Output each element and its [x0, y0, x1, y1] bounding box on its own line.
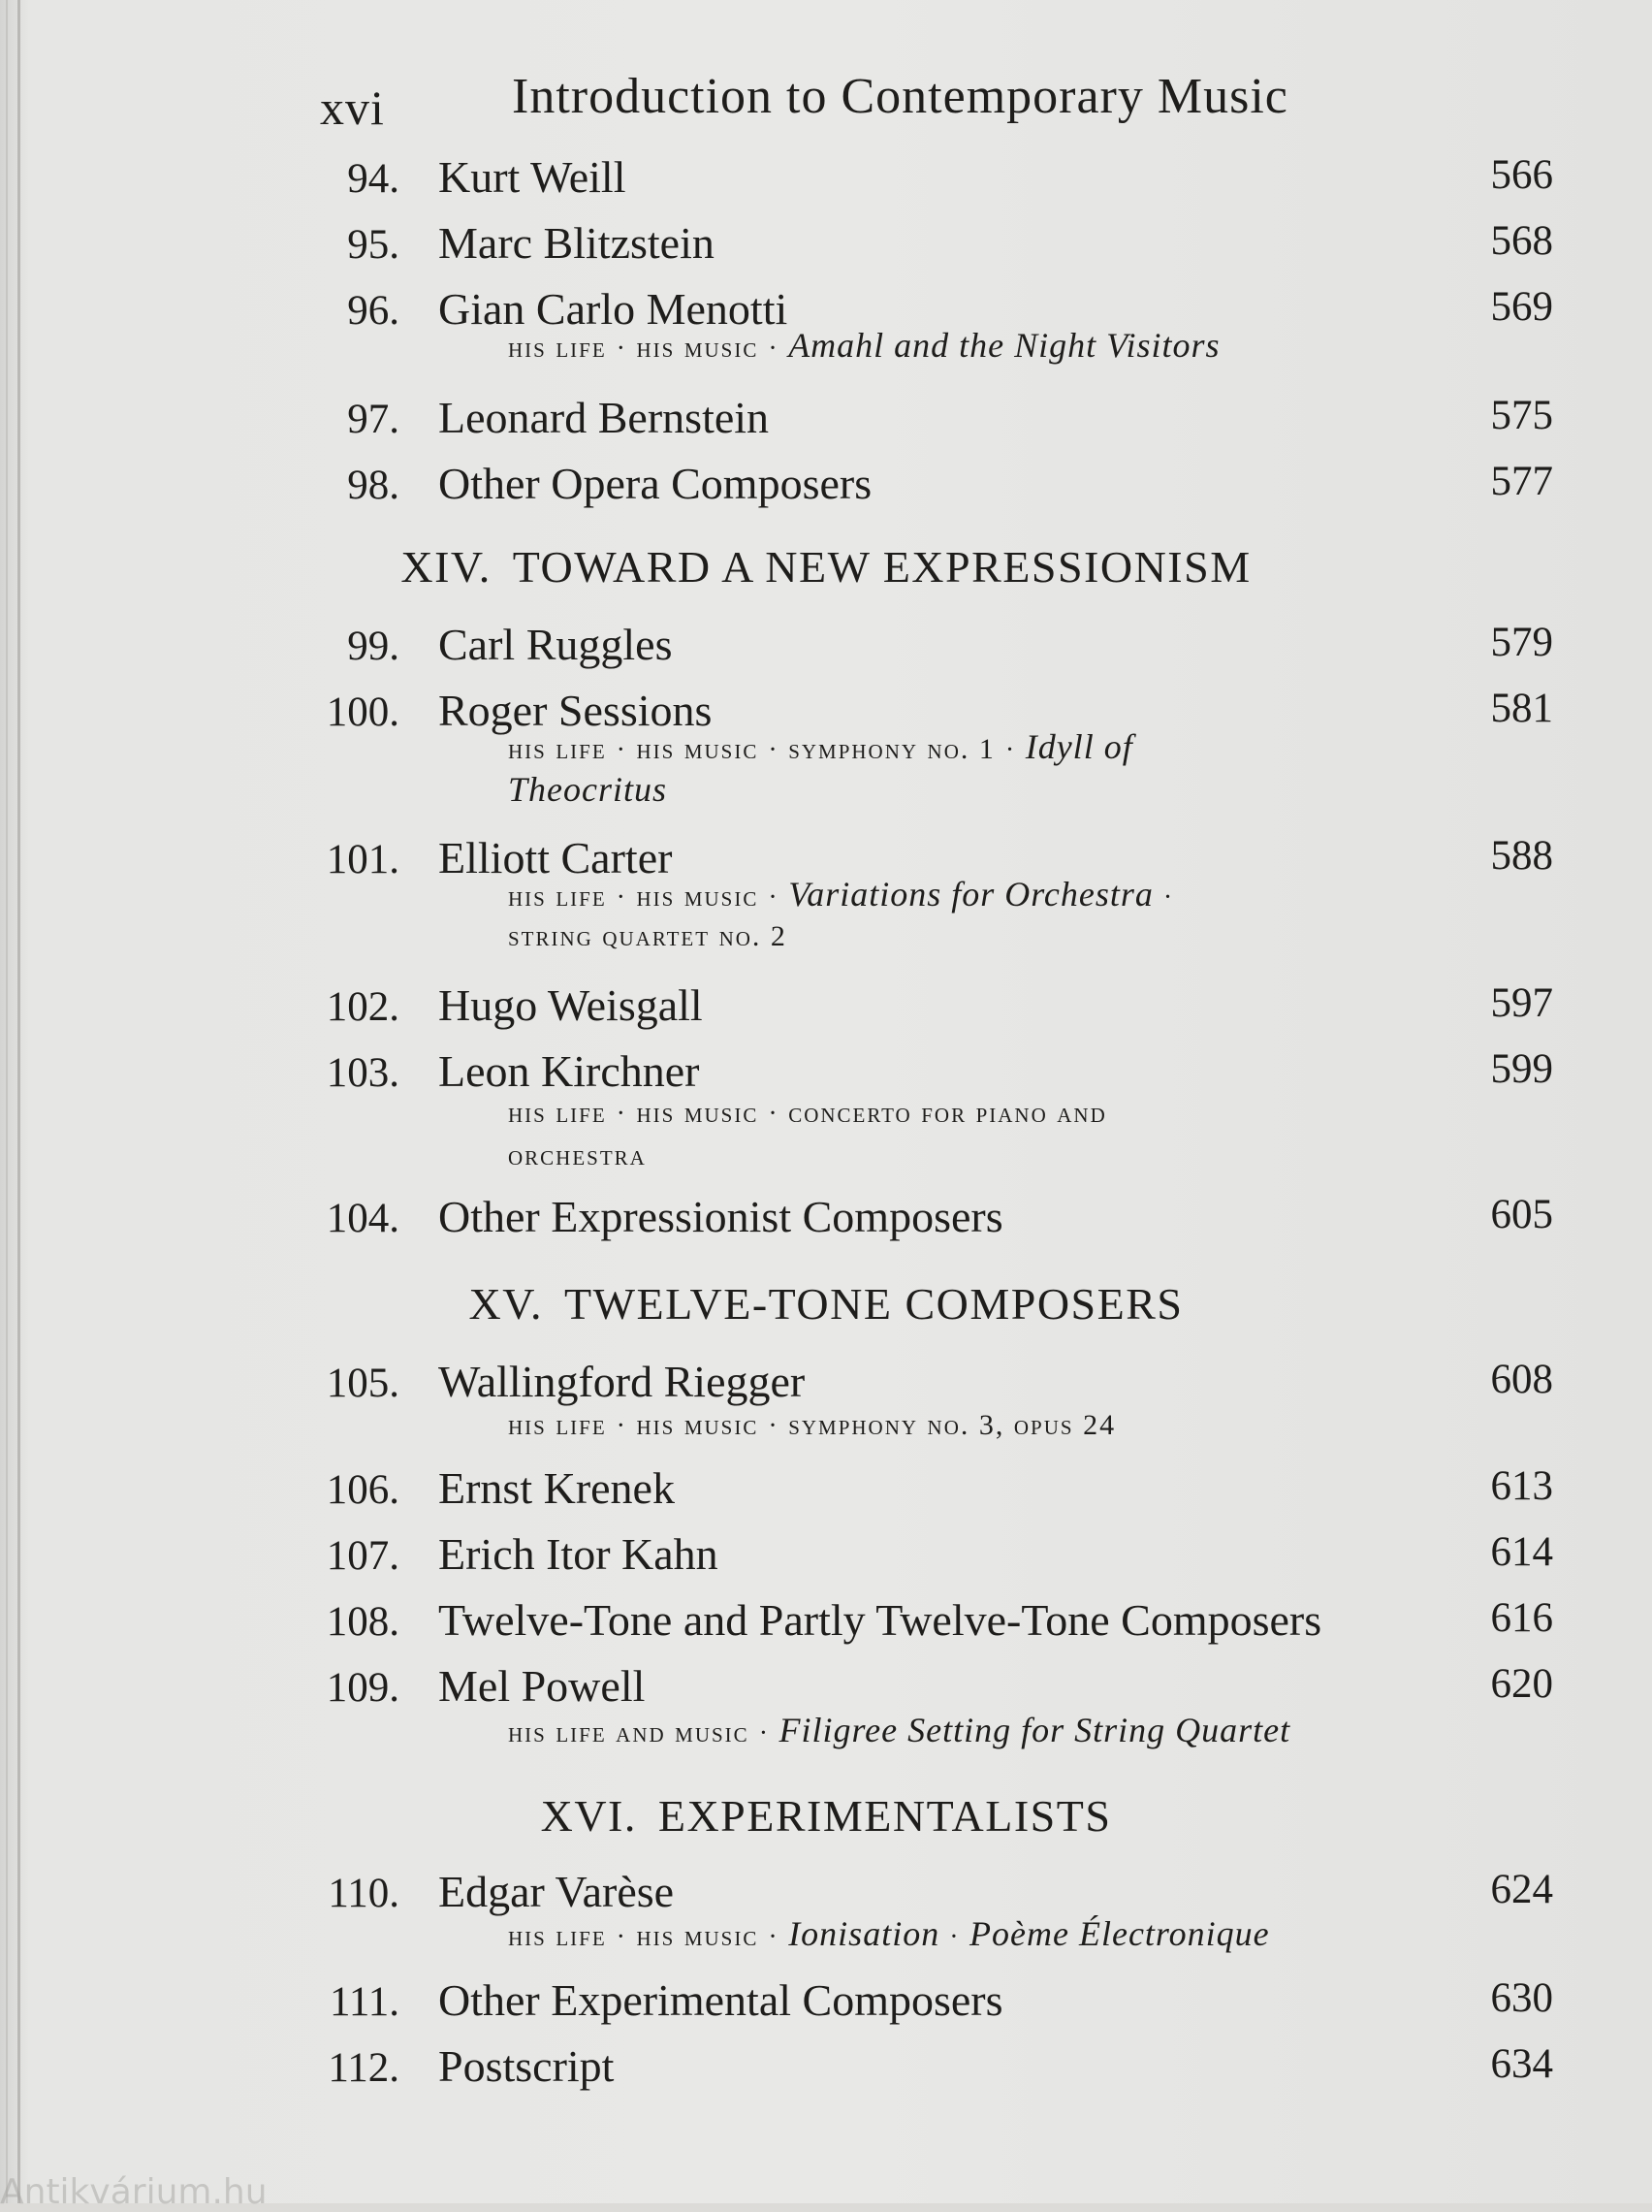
chapter-title: Carl Ruggles: [438, 620, 673, 669]
chapter-number: 104.: [326, 1196, 399, 1241]
page-reference: 605: [1490, 1192, 1553, 1237]
chapter-title: Ernst Krenek: [438, 1463, 675, 1513]
toc-entry: [0, 393, 1652, 456]
toc-entry: [0, 1595, 1652, 1658]
chapter-title: Roger Sessions: [438, 686, 713, 735]
toc-entry: [0, 1975, 1652, 2038]
chapter-number: 97.: [347, 397, 399, 442]
chapter-number: 106.: [326, 1467, 399, 1513]
chapter-subtopics-continued: Theocritus: [508, 770, 668, 809]
page-reference: 599: [1490, 1046, 1553, 1092]
page-reference: 579: [1490, 620, 1553, 665]
page-reference: 634: [1490, 2041, 1553, 2087]
page-reference: 575: [1490, 393, 1553, 438]
chapter-number: 112.: [328, 2045, 399, 2091]
chapter-title: Erich Itor Kahn: [438, 1529, 718, 1579]
chapter-number: 108.: [326, 1599, 399, 1645]
chapter-number: 99.: [347, 624, 399, 669]
running-title: Introduction to Contemporary Music: [512, 69, 1288, 124]
chapter-number: 94.: [347, 156, 399, 202]
toc-entry: [0, 620, 1652, 683]
chapter-title: Kurt Weill: [438, 152, 626, 202]
chapter-subtopics: his life · his music · Ionisation · Poème Électronique: [508, 1914, 1270, 1953]
chapter-number: 110.: [328, 1871, 399, 1916]
chapter-subtopics-continued: string quartet no. 2: [508, 920, 787, 952]
watermark: Antikvárium.hu: [0, 2172, 268, 2212]
chapter-subtopics: his life · his music · Variations for Orchestra ·: [508, 875, 1174, 914]
chapter-number: 101.: [326, 837, 399, 882]
toc-entry: [0, 980, 1652, 1043]
page-reference: 569: [1490, 284, 1553, 330]
chapter-title: Hugo Weisgall: [438, 980, 703, 1030]
page-reference: 581: [1490, 686, 1553, 731]
chapter-subtopics: his life · his music · symphony no. 1 · Idyll of: [508, 727, 1133, 766]
chapter-title: Elliott Carter: [438, 833, 673, 882]
chapter-number: 96.: [347, 288, 399, 334]
chapter-number: 103.: [326, 1050, 399, 1096]
chapter-number: 102.: [326, 984, 399, 1030]
toc-entry: [0, 459, 1652, 522]
toc-entry: [0, 1192, 1652, 1255]
chapter-number: 95.: [347, 222, 399, 268]
chapter-title: Gian Carlo Menotti: [438, 284, 788, 334]
chapter-title: Other Experimental Composers: [438, 1975, 1003, 2025]
page-reference: 624: [1490, 1867, 1553, 1912]
toc-entry: [0, 218, 1652, 281]
page-reference: 566: [1490, 152, 1553, 198]
chapter-subtopics: his life · his music · symphony no. 3, opus 24: [508, 1409, 1117, 1441]
chapter-title: Postscript: [438, 2041, 615, 2091]
chapter-title: Leonard Bernstein: [438, 393, 770, 442]
page-reference: 613: [1490, 1463, 1553, 1509]
chapter-number: 111.: [329, 1979, 399, 2025]
chapter-subtopics-continued: orchestra: [508, 1139, 647, 1171]
page-reference: 616: [1490, 1595, 1553, 1641]
chapter-title: Leon Kirchner: [438, 1046, 700, 1096]
toc-entry: [0, 152, 1652, 215]
chapter-number: 100.: [326, 689, 399, 735]
toc-entry: [0, 2041, 1652, 2104]
chapter-title: Other Opera Composers: [438, 459, 873, 508]
chapter-title: Mel Powell: [438, 1661, 646, 1711]
toc-entry: [0, 1529, 1652, 1592]
chapter-subtopics: his life and music · Filigree Setting for String Quartet: [508, 1711, 1291, 1749]
chapter-title: Marc Blitzstein: [438, 218, 715, 268]
page-reference: 568: [1490, 218, 1553, 264]
chapter-subtopics: his life · his music · Amahl and the Night Visitors: [508, 326, 1221, 365]
chapter-subtopics: his life · his music · concerto for piano and: [508, 1097, 1107, 1129]
page-reference: 620: [1490, 1661, 1553, 1707]
chapter-title: Wallingford Riegger: [438, 1357, 806, 1406]
section-heading: XIV. TOWARD A NEW EXPRESSIONISM: [400, 542, 1252, 592]
chapter-number: 109.: [326, 1665, 399, 1711]
chapter-title: Other Expressionist Composers: [438, 1192, 1003, 1241]
chapter-number: 105.: [326, 1361, 399, 1406]
page-reference: 630: [1490, 1975, 1553, 2021]
chapter-number: 107.: [326, 1533, 399, 1579]
page-number: xvi: [320, 80, 385, 135]
page-reference: 577: [1490, 459, 1553, 504]
page-reference: 608: [1490, 1357, 1553, 1402]
chapter-number: 98.: [347, 463, 399, 508]
chapter-title: Twelve-Tone and Partly Twelve-Tone Composers: [438, 1595, 1322, 1645]
section-heading: XVI. EXPERIMENTALISTS: [540, 1791, 1112, 1841]
section-heading: XV. TWELVE-TONE COMPOSERS: [468, 1279, 1184, 1329]
chapter-title: Edgar Varèse: [438, 1867, 675, 1916]
toc-entry: [0, 1463, 1652, 1526]
page-reference: 597: [1490, 980, 1553, 1026]
page-reference: 588: [1490, 833, 1553, 879]
page-reference: 614: [1490, 1529, 1553, 1575]
